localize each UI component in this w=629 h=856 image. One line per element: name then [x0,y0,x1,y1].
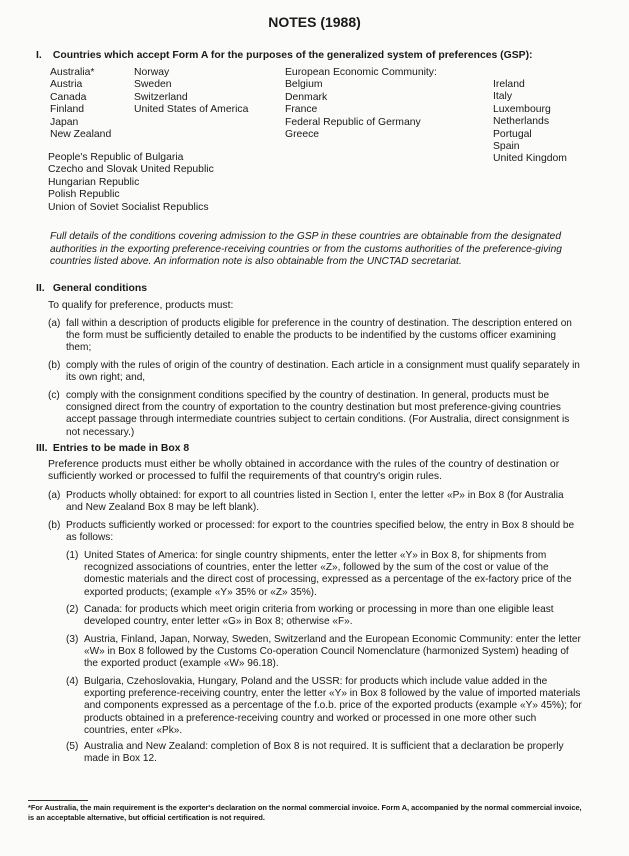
country-item: People's Republic of Bulgaria [48,152,184,163]
country-item: Sweden [134,79,172,91]
section-3-title: Entries to be made in Box 8 [52,443,190,454]
section-2-heading [36,283,147,294]
section-3-number: III. [36,443,48,454]
country-item: Norway [134,67,170,78]
country-item: United Kingdom [493,153,567,165]
country-item: Australia* [50,67,95,78]
country-item: Denmark [285,91,328,103]
condition-label: (c) [48,390,60,401]
condition-item [48,360,582,384]
country-item: Austria [50,79,83,91]
country-item: Japan [50,116,79,128]
country-rule-label: (4) [66,676,79,687]
footnote-divider [28,800,88,801]
country-item: France [285,104,318,116]
country-rule-text: United States of America: for single country shipments, enter the letter «Y» in Box 8, for shipments from recognized associations of countries, enter the letter «Z», followed by the sum of the cost or value of the domestic materials and the direct cost of processing, expressed as a percentage of the ex-factory price of the exported products; (example «Y» 35% or «Z» 35%). [84,550,572,598]
box8-label: (a) [48,490,61,501]
condition-item [48,390,582,439]
section-2-title: General conditions [52,283,147,294]
condition-item [48,318,582,355]
country-item: Spain [493,141,520,153]
country-rule-label: (5) [66,741,79,752]
condition-text: fall within a description of products eligible for preference in the country of destination. The description entered on the form must be sufficiently detailed to enable the products to be indentified by the customs officer examining them; [66,318,572,354]
country-item: Polish Republic [48,189,120,201]
country-item: Luxembourg [493,103,551,115]
eec-label: European Economic Community: [285,67,437,78]
footnote: *For Australia, the main requirement is the exporter's declaration on the normal commercial invoice. Form A, accompanied by the normal commercial invoice, is an acceptable alternative, but official certification is not required. [28,803,582,822]
eastern-countries-list [48,152,214,214]
section-3-heading [36,443,189,454]
section-3-intro: Preference products must either be wholly obtained in accordance with the rules of the country of destination or sufficiently worked or processed to fulfil the requirements of that country's origin rules. [48,459,560,483]
country-item: Switzerland [134,91,188,103]
section-2-number: II. [36,283,45,294]
country-item: Italy [493,91,513,103]
page-title: NOTES (1988) [268,14,361,30]
country-item: Netherlands [493,116,550,128]
country-item: Greece [285,129,320,141]
section-2-intro: To qualify for preference, products must: [48,300,234,311]
country-column-2 [134,67,248,117]
country-item: Czecho and Slovak United Republic [48,164,214,176]
country-rule-item [66,634,582,671]
country-rule-text: Canada: for products which meet origin criteria from working or processing in more than one eligible least developed country, enter letter «G» in Box 8; otherwise «F». [84,604,554,628]
country-column-1 [50,67,111,141]
country-item: Portugal [493,128,532,140]
gsp-information-note: Full details of the conditions covering admission to the GSP in these countries are obtainable from the designated authorities in the exporting preference-receiving countries or from the customs authorities of the preference-giving countries listed above. An information note is also obtainable from the UNCTAD secretariat. [50,231,562,268]
country-item: Finland [50,104,85,116]
country-rule-item [66,604,582,628]
country-rule-label: (1) [66,550,79,561]
country-column-4 [493,79,567,166]
country-item: Belgium [285,79,323,91]
box8-label: (b) [48,520,61,531]
section-1-heading [36,50,533,61]
condition-label: (a) [48,318,61,329]
country-rule-text: Australia and New Zealand: completion of Box 8 is not required. It is sufficient that a declaration be properly made in Box 12. [84,741,564,765]
section-1-title: Countries which accept Form A for the purposes of the generalized system of preferences (GSP): [52,50,533,61]
country-rule-label: (2) [66,604,79,615]
condition-text: comply with the consignment conditions specified by the country of destination. In general, products must be consigned direct from the country of exportation to the country destination but most preference-giving countries accept passage through intermediate countries subject to certain conditions. (For Australia, direct consignment is not necessary.) [66,390,570,438]
country-rule-label: (3) [66,634,79,645]
country-rule-item [66,741,582,765]
section-1-number: I. [36,50,42,61]
box8-item [48,490,582,514]
country-item: Ireland [493,79,525,90]
country-rule-item [66,676,582,737]
country-item: Federal Republic of Germany [285,116,421,128]
box8-text: Products sufficiently worked or processed: for export to the countries specified below, the entry in Box 8 should be as follows: [66,520,575,544]
country-rule-text: Austria, Finland, Japan, Norway, Sweden, Switzerland and the European Economic Community: enter the letter «W» in Box 8 followed by the Customs Co-operation Council Nomenclature (harmonized System) heading of the exported product (example «W» 96.18). [84,634,581,670]
country-item: Canada [50,91,87,103]
country-item: New Zealand [50,129,112,141]
country-rule-text: Bulgaria, Czehoslovakia, Hungary, Poland and the USSR: for products which include value added in the exporting preference-receiving country, enter the letter «Y» in Box 8 followed by the value of imported materials and components expressed as a percentage of the f.o.b. price of the exported products (example «Y» 45%); for products obtained in a preference-receiving country and worked or processed in one more other such countries, enter «Pk». [84,676,582,736]
country-item: Hungarian Republic [48,176,140,188]
condition-text: comply with the rules of origin of the country of destination. Each article in a consignment must qualify separately in its own right; and, [66,360,580,384]
country-column-3 [285,67,437,141]
condition-label: (b) [48,360,61,371]
country-item: Union of Soviet Socialist Republics [48,201,209,213]
box8-item [48,520,582,544]
country-rule-item [66,550,582,599]
box8-text: Products wholly obtained: for export to all countries listed in Section I, enter the letter «P» in Box 8 (for Australia and New Zealand Box 8 may be left blank). [66,490,564,514]
country-item: United States of America [134,104,249,116]
